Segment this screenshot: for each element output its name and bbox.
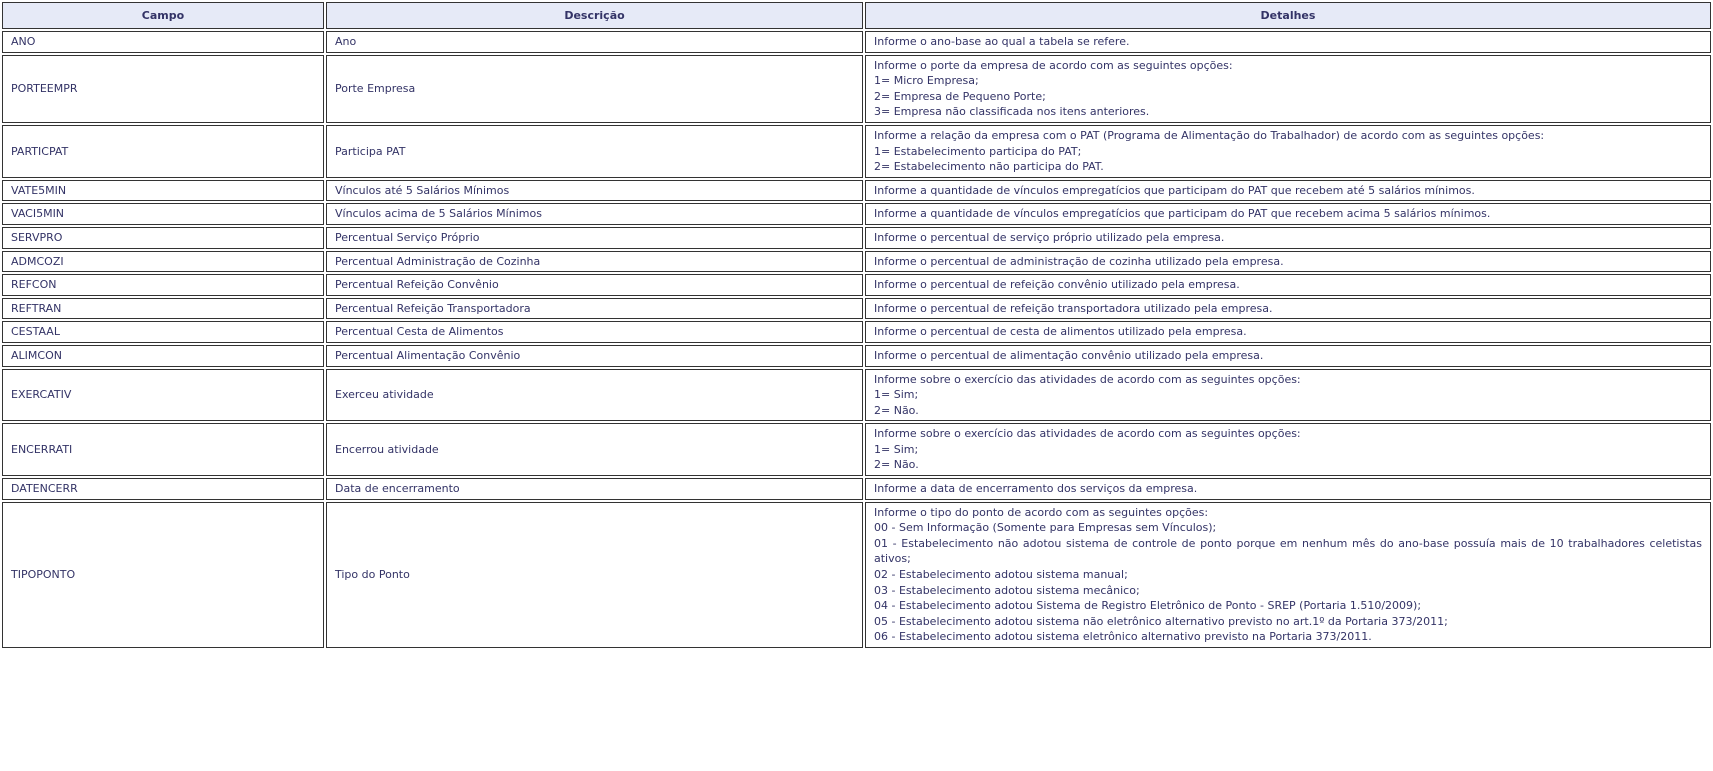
- cell-descricao: Percentual Alimentação Convênio: [326, 345, 863, 367]
- detail-line: Informe o percentual de serviço próprio utilizado pela empresa.: [874, 230, 1225, 244]
- detail-line: 05 - Estabelecimento adotou sistema não eletrônico alternativo previsto no art.1º da Portaria 373/2011;: [874, 614, 1448, 628]
- detail-line: 04 - Estabelecimento adotou Sistema de Registro Eletrônico de Ponto - SREP (Portaria 1.510/2009);: [874, 599, 1422, 613]
- detail-line: Informe a relação da empresa com o PAT (Programa de Alimentação do Trabalhador) de acordo com as seguintes opções:: [874, 128, 1545, 142]
- header-descricao: Descrição: [326, 2, 863, 29]
- cell-detalhes: [865, 125, 1711, 178]
- table-row: [2, 180, 1711, 202]
- detail-line: Informe a quantidade de vínculos empregatícios que participam do PAT que recebem acima 5 salários mínimos.: [874, 207, 1491, 221]
- detail-line: 1= Sim;: [874, 442, 919, 456]
- cell-descricao: Encerrou atividade: [326, 423, 863, 476]
- detail-line: Informe a data de encerramento dos serviços da empresa.: [874, 482, 1198, 496]
- cell-descricao: Vínculos acima de 5 Salários Mínimos: [326, 203, 863, 225]
- detail-line: Informe o percentual de alimentação convênio utilizado pela empresa.: [874, 348, 1264, 362]
- table-row: [2, 321, 1711, 343]
- cell-campo: VATE5MIN: [2, 180, 324, 202]
- cell-descricao: Vínculos até 5 Salários Mínimos: [326, 180, 863, 202]
- cell-campo: REFCON: [2, 274, 324, 296]
- detail-line: Informe sobre o exercício das atividades de acordo com as seguintes opções:: [874, 372, 1301, 386]
- cell-campo: ADMCOZI: [2, 251, 324, 273]
- cell-detalhes: [865, 478, 1711, 500]
- detail-line: 1= Estabelecimento participa do PAT;: [874, 144, 1082, 158]
- detail-line: Informe o tipo do ponto de acordo com as seguintes opções:: [874, 505, 1209, 519]
- cell-detalhes: [865, 345, 1711, 367]
- table-row: [2, 423, 1711, 476]
- cell-campo: REFTRAN: [2, 298, 324, 320]
- detail-line: 2= Não.: [874, 458, 919, 472]
- cell-detalhes: [865, 227, 1711, 249]
- table-row: [2, 125, 1711, 178]
- cell-campo: EXERCATIV: [2, 369, 324, 422]
- detail-line: 1= Micro Empresa;: [874, 74, 979, 88]
- table-row: [2, 478, 1711, 500]
- table-header: [2, 2, 1711, 29]
- detail-line: 3= Empresa não classificada nos itens anteriores.: [874, 105, 1150, 119]
- detail-line: Informe a quantidade de vínculos empregatícios que participam do PAT que recebem até 5 salários mínimos.: [874, 183, 1475, 197]
- detail-line: 03 - Estabelecimento adotou sistema mecânico;: [874, 583, 1140, 597]
- table-row: [2, 31, 1711, 53]
- cell-campo: SERVPRO: [2, 227, 324, 249]
- table-row: [2, 298, 1711, 320]
- cell-detalhes: [865, 180, 1711, 202]
- cell-detalhes: [865, 203, 1711, 225]
- cell-descricao: Participa PAT: [326, 125, 863, 178]
- table-row: [2, 369, 1711, 422]
- cell-descricao: Ano: [326, 31, 863, 53]
- table-row: [2, 345, 1711, 367]
- cell-detalhes: [865, 502, 1711, 648]
- cell-campo: VACI5MIN: [2, 203, 324, 225]
- detail-line: Informe o ano-base ao qual a tabela se refere.: [874, 35, 1130, 48]
- cell-campo: ALIMCON: [2, 345, 324, 367]
- cell-campo: CESTAAL: [2, 321, 324, 343]
- cell-campo: PORTEEMPR: [2, 55, 324, 123]
- table-row: [2, 251, 1711, 273]
- cell-campo: ENCERRATI: [2, 423, 324, 476]
- cell-descricao: Exerceu atividade: [326, 369, 863, 422]
- detail-line: 2= Não.: [874, 403, 919, 417]
- detail-line: Informe o percentual de refeição convênio utilizado pela empresa.: [874, 278, 1240, 292]
- detail-line: Informe o percentual de refeição transportadora utilizado pela empresa.: [874, 301, 1273, 315]
- detail-line: Informe o porte da empresa de acordo com as seguintes opções:: [874, 58, 1233, 72]
- header-detalhes: Detalhes: [865, 2, 1711, 29]
- detail-line: 2= Empresa de Pequeno Porte;: [874, 89, 1046, 103]
- header-campo: Campo: [2, 2, 324, 29]
- cell-descricao: Percentual Refeição Convênio: [326, 274, 863, 296]
- cell-descricao: Percentual Refeição Transportadora: [326, 298, 863, 320]
- cell-detalhes: [865, 251, 1711, 273]
- cell-campo: DATENCERR: [2, 478, 324, 500]
- table-row: [2, 502, 1711, 648]
- detail-line: 02 - Estabelecimento adotou sistema manual;: [874, 568, 1128, 582]
- cell-descricao: Percentual Administração de Cozinha: [326, 251, 863, 273]
- cell-descricao: Tipo do Ponto: [326, 502, 863, 648]
- table-body: [2, 31, 1711, 648]
- cell-campo: PARTICPAT: [2, 125, 324, 178]
- detail-line: 01 - Estabelecimento não adotou sistema de controle de ponto porque em nenhum mês do ano-base possuía mais de 10 trabalhadores celetistas ativos;: [874, 536, 1702, 566]
- cell-descricao: Data de encerramento: [326, 478, 863, 500]
- cell-detalhes: [865, 423, 1711, 476]
- table-row: [2, 55, 1711, 123]
- cell-detalhes: [865, 298, 1711, 320]
- table-row: [2, 274, 1711, 296]
- table-row: [2, 203, 1711, 225]
- cell-campo: ANO: [2, 31, 324, 53]
- cell-detalhes: [865, 274, 1711, 296]
- header-row: [2, 2, 1711, 29]
- cell-detalhes: [865, 55, 1711, 123]
- cell-descricao: Percentual Cesta de Alimentos: [326, 321, 863, 343]
- cell-descricao: Percentual Serviço Próprio: [326, 227, 863, 249]
- detail-line: 2= Estabelecimento não participa do PAT.: [874, 160, 1104, 174]
- cell-descricao: Porte Empresa: [326, 55, 863, 123]
- cell-detalhes: [865, 31, 1711, 53]
- cell-detalhes: [865, 369, 1711, 422]
- detail-line: Informe sobre o exercício das atividades de acordo com as seguintes opções:: [874, 427, 1301, 441]
- cell-detalhes: [865, 321, 1711, 343]
- detail-line: 00 - Sem Informação (Somente para Empresas sem Vínculos);: [874, 521, 1217, 535]
- detail-line: Informe o percentual de administração de cozinha utilizado pela empresa.: [874, 254, 1284, 268]
- table-row: [2, 227, 1711, 249]
- cell-campo: TIPOPONTO: [2, 502, 324, 648]
- detail-line: 1= Sim;: [874, 388, 919, 402]
- detail-line: Informe o percentual de cesta de alimentos utilizado pela empresa.: [874, 325, 1247, 339]
- detail-line: 06 - Estabelecimento adotou sistema eletrônico alternativo previsto na Portaria 373/2011.: [874, 630, 1372, 644]
